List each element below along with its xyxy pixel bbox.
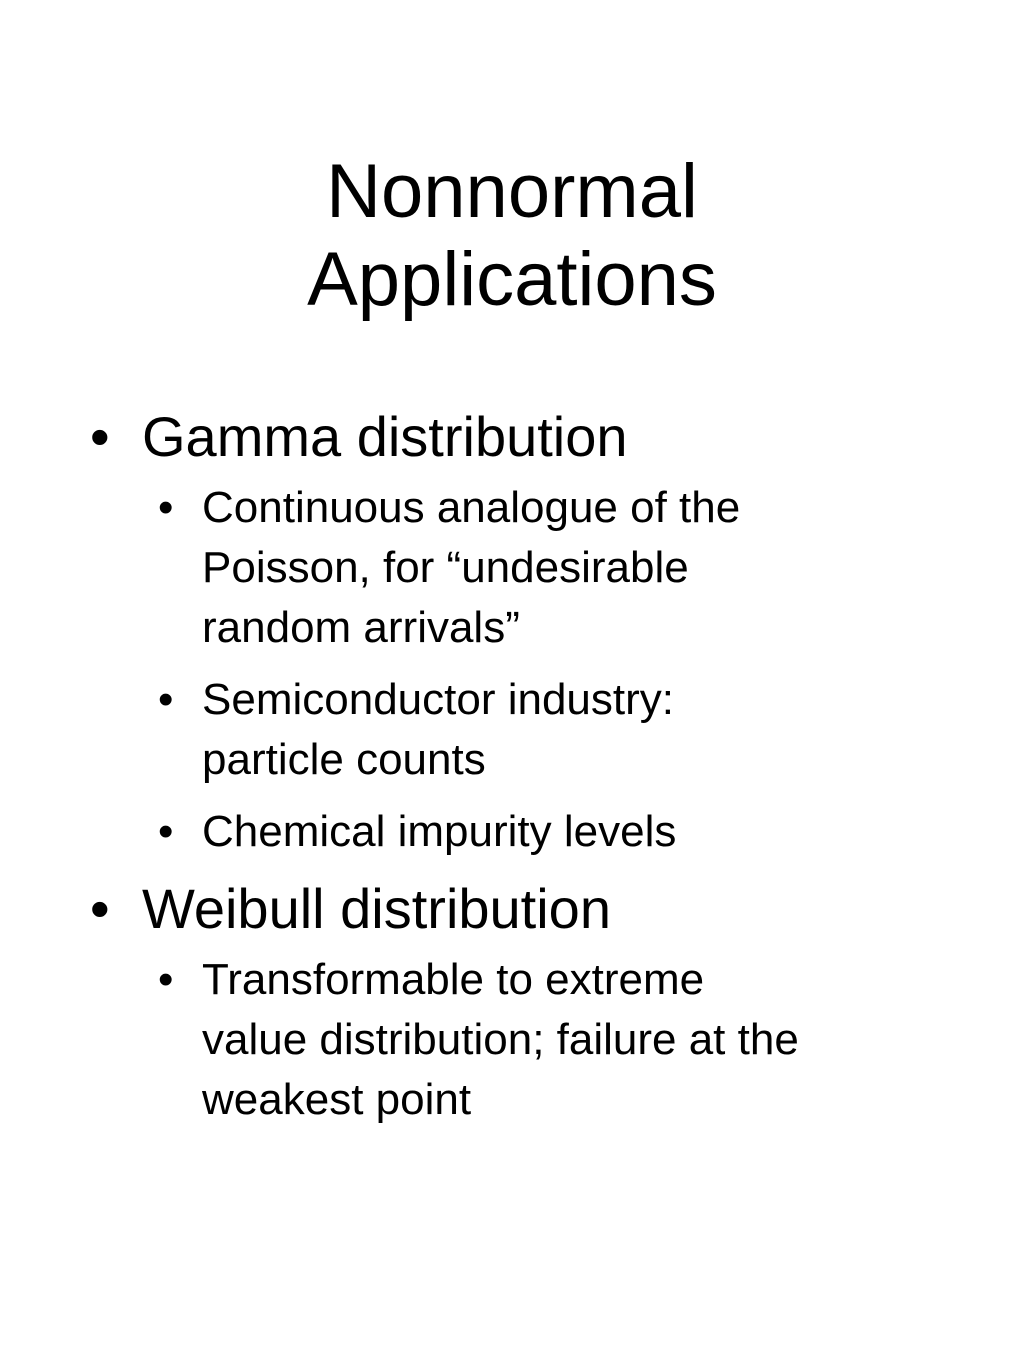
bullet-dot-icon: • (158, 807, 174, 856)
slide-title-line: Nonnormal (326, 149, 698, 234)
sub-bullet-line: Chemical impurity levels (202, 807, 677, 856)
bullet-list (90, 404, 970, 1130)
slide-title (0, 148, 1024, 324)
bullet-text: Gamma distribution (142, 405, 628, 468)
sub-bullet-line: Continuous analogue of the (202, 483, 741, 532)
slide-title-line: Applications (307, 237, 717, 322)
sub-bullet-line: random arrivals” (202, 603, 520, 652)
bullet-dot-icon: • (90, 405, 110, 468)
sub-bullet-transformable (158, 950, 970, 1130)
bullet-text: Weibull distribution (142, 877, 611, 940)
sub-bullet-continuous-analogue (158, 478, 970, 658)
sub-bullet-semiconductor (158, 670, 970, 790)
bullet-weibull-distribution (90, 876, 970, 942)
sub-bullet-line: Poisson, for “undesirable (202, 543, 689, 592)
sub-bullet-line: value distribution; failure at the (202, 1015, 799, 1064)
sub-bullet-line: weakest point (202, 1075, 472, 1124)
sub-bullet-line: Semiconductor industry: (202, 675, 674, 724)
bullet-gamma-distribution (90, 404, 970, 470)
bullet-dot-icon: • (158, 955, 174, 1004)
bullet-dot-icon: • (158, 675, 174, 724)
sub-bullet-chemical-impurity (158, 802, 970, 862)
sub-bullet-line: Transformable to extreme (202, 955, 705, 1004)
sub-bullet-line: particle counts (202, 735, 486, 784)
bullet-dot-icon: • (158, 483, 174, 532)
bullet-dot-icon: • (90, 877, 110, 940)
